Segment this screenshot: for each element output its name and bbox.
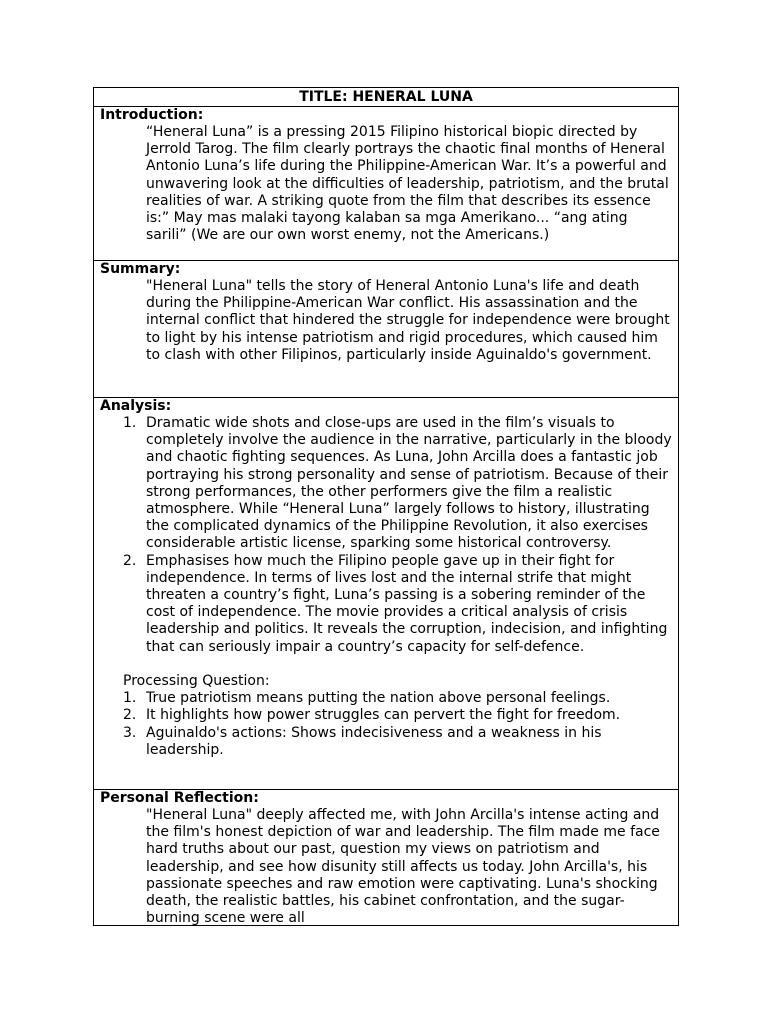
list-number: 2. xyxy=(123,707,137,724)
list-item-text: Dramatic wide shots and close-ups are used in the film’s visuals to completely involve the audience in the narrative, particularly in the bloody and chaotic fighting sequences. As Luna, John Arcilla does a fantastic job portraying his strong personality and sense of patriotism. Because of their strong performances, the other performers give the film a realistic atmosphere. While “Heneral Luna” largely follows to history, illustrating the complicated dynamics of the Philippine Revolution, it also exercises considerable artistic license, sparking some historical controversy. xyxy=(146,415,672,552)
list-number: 3. xyxy=(123,724,137,741)
list-number: 1. xyxy=(123,690,137,707)
summary-text: "Heneral Luna" tells the story of Heneral Antonio Luna's life and death during the Philippine-American War conflict. His assassination and the internal conflict that hindered the struggle for independence were brought to light by his intense patriotism and rigid procedures, which caused him to clash with other Filipinos, particularly inside Aguinaldo's government. xyxy=(146,278,670,363)
personal-reflection-text: "Heneral Luna" deeply affected me, with John Arcilla's intense acting and the film's honest depiction of war and leadership. The film made me face hard truths about our past, question my views on patriotism and leadership, and see how disunity still affects us today. John Arcilla's, his passionate speeches and raw emotion were captivating. Luna's shocking death, the realistic battles, his cabinet confrontation, and the sugar-burning scene were all xyxy=(146,807,660,925)
list-number: 2. xyxy=(123,552,137,569)
analysis-heading: Analysis: xyxy=(100,398,172,414)
document-title: TITLE: HENERAL LUNA xyxy=(299,89,473,105)
summary-heading: Summary: xyxy=(100,261,181,277)
personal-reflection-heading: Personal Reflection: xyxy=(100,790,259,806)
list-item xyxy=(94,553,678,656)
processing-question-label: Processing Question: xyxy=(123,673,270,690)
list-item-text: Aguinaldo's actions: Shows indecisiveness and a weakness in his leadership. xyxy=(146,724,602,758)
list-item-text: True patriotism means putting the nation above personal feelings. xyxy=(146,690,611,707)
introduction-heading: Introduction: xyxy=(100,107,204,123)
processing-question-list xyxy=(94,690,678,759)
introduction-section xyxy=(94,106,678,260)
list-item-text: Emphasises how much the Filipino people gave up in their fight for independence. In terms of lives lost and the internal strife that might threaten a country’s fight, Luna’s passing is a sobering reminder of the cost of independence. The movie provides a critical analysis of crisis leadership and politics. It reveals the corruption, indecision, and infighting that can seriously impair a country’s capacity for self-defence. xyxy=(146,552,668,655)
analysis-section xyxy=(94,397,678,789)
list-item xyxy=(94,725,678,759)
list-item xyxy=(94,690,678,707)
analysis-list xyxy=(94,415,678,656)
personal-reflection-section xyxy=(94,789,678,925)
list-number: 1. xyxy=(123,415,137,431)
title-row xyxy=(94,88,678,106)
list-item xyxy=(94,415,678,553)
summary-section xyxy=(94,260,678,397)
introduction-text: “Heneral Luna” is a pressing 2015 Filipino historical biopic directed by Jerrold Tarog. The film clearly portrays the chaotic final months of Heneral Antonio Luna’s life during the Philippine-American War. It’s a powerful and unwavering look at the difficulties of leadership, patriotism, and the brutal realities of war. A striking quote from the film that describes its essence is:” May mas malaki tayong kalaban sa mga Amerikano... “ang ating sarili” (We are our own worst enemy, not the Americans.) xyxy=(146,124,669,244)
list-item xyxy=(94,707,678,724)
list-item-text: It highlights how power struggles can pervert the fight for freedom. xyxy=(146,707,621,724)
document-table xyxy=(93,87,679,926)
